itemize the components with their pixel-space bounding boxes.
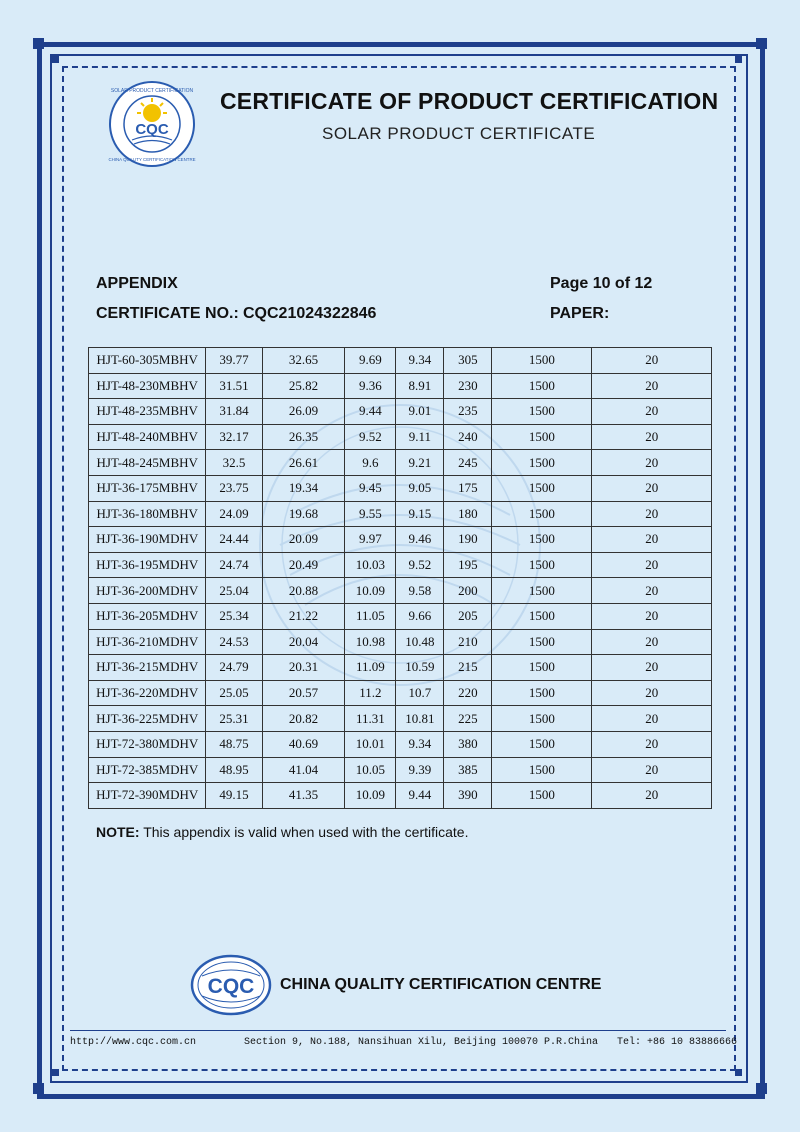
table-cell: 23.75 — [206, 475, 262, 501]
table-cell: 11.09 — [345, 655, 396, 681]
footer-address: Section 9, No.188, Nansihuan Xilu, Beijing 100070 P.R.China — [244, 1037, 599, 1048]
cqc-seal-logo — [108, 80, 196, 168]
table-row — [89, 348, 712, 374]
footer-organization: CHINA QUALITY CERTIFICATION CENTRE — [280, 976, 602, 993]
model-cell: HJT-36-220MDHV — [89, 680, 206, 706]
corner-ornament — [756, 1083, 767, 1094]
table-cell: 1500 — [492, 399, 592, 425]
table-cell: 1500 — [492, 348, 592, 374]
corner-ornament — [52, 56, 59, 63]
table-cell: 9.15 — [396, 501, 444, 527]
table-row — [89, 578, 712, 604]
footer-telephone: Tel: +86 10 83886666 — [617, 1037, 738, 1048]
corner-ornament — [735, 56, 742, 63]
table-cell: 24.09 — [206, 501, 262, 527]
table-cell: 20 — [592, 373, 712, 399]
table-cell: 1500 — [492, 527, 592, 553]
table-cell: 1500 — [492, 578, 592, 604]
table-cell: 41.35 — [262, 783, 345, 809]
certificate-number: CQC21024322846 — [243, 305, 377, 322]
table-cell: 9.44 — [396, 783, 444, 809]
certificate-subtitle: SOLAR PRODUCT CERTIFICATE — [322, 124, 596, 143]
table-cell: 1500 — [492, 680, 592, 706]
table-cell: 10.01 — [345, 731, 396, 757]
table-cell: 24.74 — [206, 552, 262, 578]
corner-ornament — [756, 38, 767, 49]
table-cell: 20 — [592, 527, 712, 553]
model-cell: HJT-36-175MBHV — [89, 475, 206, 501]
table-cell: 48.95 — [206, 757, 262, 783]
table-cell: 31.51 — [206, 373, 262, 399]
table-cell: 9.34 — [396, 731, 444, 757]
table-cell: 26.09 — [262, 399, 345, 425]
svg-text:SOLAR PRODUCT CERTIFICATION: SOLAR PRODUCT CERTIFICATION — [110, 88, 194, 94]
model-cell: HJT-72-390MDHV — [89, 783, 206, 809]
table-cell: 39.77 — [206, 348, 262, 374]
table-cell: 20.49 — [262, 552, 345, 578]
table-cell: 20 — [592, 450, 712, 476]
table-cell: 24.79 — [206, 655, 262, 681]
table-cell: 1500 — [492, 603, 592, 629]
table-cell: 1500 — [492, 552, 592, 578]
table-cell: 20 — [592, 655, 712, 681]
table-cell: 9.6 — [345, 450, 396, 476]
model-cell: HJT-36-210MDHV — [89, 629, 206, 655]
table-cell: 10.05 — [345, 757, 396, 783]
table-cell: 1500 — [492, 629, 592, 655]
table-cell: 25.34 — [206, 603, 262, 629]
svg-text:CQC: CQC — [135, 121, 169, 138]
table-cell: 10.81 — [396, 706, 444, 732]
table-row — [89, 783, 712, 809]
table-cell: 41.04 — [262, 757, 345, 783]
table-cell: 9.46 — [396, 527, 444, 553]
table-cell: 1500 — [492, 424, 592, 450]
svg-text:CHINA QUALITY CERTIFICATION CE: CHINA QUALITY CERTIFICATION CENTRE — [108, 157, 196, 162]
table-cell: 9.69 — [345, 348, 396, 374]
table-cell: 1500 — [492, 757, 592, 783]
table-cell: 9.44 — [345, 399, 396, 425]
table-cell: 20 — [592, 578, 712, 604]
appendix-table — [88, 347, 712, 809]
table-cell: 245 — [444, 450, 492, 476]
certificate-title: CERTIFICATE OF PRODUCT CERTIFICATION — [220, 88, 719, 114]
table-row — [89, 527, 712, 553]
table-cell: 175 — [444, 475, 492, 501]
table-cell: 220 — [444, 680, 492, 706]
corner-ornament — [33, 38, 44, 49]
table-cell: 26.61 — [262, 450, 345, 476]
corner-ornament — [52, 1069, 59, 1076]
table-cell: 9.21 — [396, 450, 444, 476]
table-cell: 9.34 — [396, 348, 444, 374]
table-cell: 48.75 — [206, 731, 262, 757]
table-row — [89, 731, 712, 757]
table-cell: 240 — [444, 424, 492, 450]
model-cell: HJT-60-305MBHV — [89, 348, 206, 374]
table-cell: 10.59 — [396, 655, 444, 681]
table-row — [89, 706, 712, 732]
table-cell: 20 — [592, 783, 712, 809]
table-cell: 180 — [444, 501, 492, 527]
model-cell: HJT-72-380MDHV — [89, 731, 206, 757]
table-row — [89, 373, 712, 399]
table-cell: 11.31 — [345, 706, 396, 732]
table-cell: 9.97 — [345, 527, 396, 553]
table-cell: 20 — [592, 706, 712, 732]
paper-label: PAPER: — [550, 305, 610, 322]
table-cell: 20.09 — [262, 527, 345, 553]
table-cell: 10.7 — [396, 680, 444, 706]
model-cell: HJT-36-215MDHV — [89, 655, 206, 681]
table-cell: 235 — [444, 399, 492, 425]
table-cell: 20 — [592, 757, 712, 783]
model-cell: HJT-36-200MDHV — [89, 578, 206, 604]
table-row — [89, 655, 712, 681]
table-cell: 20 — [592, 475, 712, 501]
table-cell: 9.39 — [396, 757, 444, 783]
model-cell: HJT-48-240MBHV — [89, 424, 206, 450]
table-cell: 20.57 — [262, 680, 345, 706]
table-cell: 20 — [592, 731, 712, 757]
table-row — [89, 424, 712, 450]
table-cell: 210 — [444, 629, 492, 655]
table-row — [89, 680, 712, 706]
table-cell: 32.17 — [206, 424, 262, 450]
table-cell: 9.52 — [345, 424, 396, 450]
table-row — [89, 552, 712, 578]
table-cell: 9.52 — [396, 552, 444, 578]
table-cell: 32.65 — [262, 348, 345, 374]
table-cell: 8.91 — [396, 373, 444, 399]
table-cell: 10.03 — [345, 552, 396, 578]
table-cell: 25.05 — [206, 680, 262, 706]
table-cell: 25.04 — [206, 578, 262, 604]
table-row — [89, 399, 712, 425]
table-cell: 215 — [444, 655, 492, 681]
corner-ornament — [33, 1083, 44, 1094]
table-row — [89, 629, 712, 655]
table-cell: 20 — [592, 629, 712, 655]
table-cell: 1500 — [492, 655, 592, 681]
table-cell: 195 — [444, 552, 492, 578]
note-label: NOTE: — [96, 824, 140, 840]
table-row — [89, 475, 712, 501]
table-cell: 20 — [592, 603, 712, 629]
table-cell: 10.98 — [345, 629, 396, 655]
table-cell: 24.53 — [206, 629, 262, 655]
table-row — [89, 450, 712, 476]
table-cell: 200 — [444, 578, 492, 604]
table-cell: 1500 — [492, 450, 592, 476]
table-cell: 20 — [592, 552, 712, 578]
appendix-note — [96, 824, 468, 840]
table-cell: 20.82 — [262, 706, 345, 732]
table-cell: 11.05 — [345, 603, 396, 629]
footer-website: http://www.cqc.com.cn — [70, 1037, 197, 1048]
model-cell: HJT-36-205MDHV — [89, 603, 206, 629]
table-cell: 385 — [444, 757, 492, 783]
table-cell: 26.35 — [262, 424, 345, 450]
table-cell: 25.82 — [262, 373, 345, 399]
table-cell: 10.09 — [345, 578, 396, 604]
table-cell: 32.5 — [206, 450, 262, 476]
table-cell: 190 — [444, 527, 492, 553]
table-cell: 205 — [444, 603, 492, 629]
certificate-number-label: CERTIFICATE NO.: — [96, 305, 239, 322]
svg-text:CQC: CQC — [207, 975, 255, 998]
model-cell: HJT-48-245MBHV — [89, 450, 206, 476]
page-number: Page 10 of 12 — [550, 275, 653, 292]
table-cell: 1500 — [492, 501, 592, 527]
table-cell: 49.15 — [206, 783, 262, 809]
table-cell: 9.45 — [345, 475, 396, 501]
table-cell: 9.01 — [396, 399, 444, 425]
table-cell: 380 — [444, 731, 492, 757]
model-cell: HJT-36-225MDHV — [89, 706, 206, 732]
table-cell: 10.09 — [345, 783, 396, 809]
footer-divider — [70, 1030, 726, 1031]
model-cell: HJT-72-385MDHV — [89, 757, 206, 783]
table-cell: 230 — [444, 373, 492, 399]
table-cell: 1500 — [492, 731, 592, 757]
model-cell: HJT-48-230MBHV — [89, 373, 206, 399]
table-cell: 305 — [444, 348, 492, 374]
table-cell: 20 — [592, 399, 712, 425]
table-cell: 1500 — [492, 475, 592, 501]
table-cell: 19.68 — [262, 501, 345, 527]
model-cell: HJT-36-195MDHV — [89, 552, 206, 578]
table-cell: 20.88 — [262, 578, 345, 604]
table-cell: 11.2 — [345, 680, 396, 706]
table-cell: 20.31 — [262, 655, 345, 681]
table-cell: 10.48 — [396, 629, 444, 655]
table-row — [89, 603, 712, 629]
table-cell: 19.34 — [262, 475, 345, 501]
table-cell: 24.44 — [206, 527, 262, 553]
table-cell: 9.55 — [345, 501, 396, 527]
cqc-footer-logo — [190, 954, 272, 1016]
table-cell: 9.36 — [345, 373, 396, 399]
table-cell: 25.31 — [206, 706, 262, 732]
corner-ornament — [735, 1069, 742, 1076]
model-cell: HJT-36-180MBHV — [89, 501, 206, 527]
table-cell: 20 — [592, 424, 712, 450]
table-cell: 20 — [592, 348, 712, 374]
table-cell: 1500 — [492, 783, 592, 809]
table-cell: 21.22 — [262, 603, 345, 629]
table-cell: 9.66 — [396, 603, 444, 629]
table-cell: 390 — [444, 783, 492, 809]
table-cell: 20 — [592, 680, 712, 706]
table-cell: 31.84 — [206, 399, 262, 425]
note-text: This appendix is valid when used with the certificate. — [139, 824, 469, 840]
table-cell: 40.69 — [262, 731, 345, 757]
model-cell: HJT-48-235MBHV — [89, 399, 206, 425]
table-cell: 9.58 — [396, 578, 444, 604]
model-cell: HJT-36-190MDHV — [89, 527, 206, 553]
table-cell: 20 — [592, 501, 712, 527]
table-cell: 9.11 — [396, 424, 444, 450]
table-cell: 20.04 — [262, 629, 345, 655]
table-cell: 1500 — [492, 373, 592, 399]
appendix-label: APPENDIX — [96, 275, 178, 292]
table-row — [89, 757, 712, 783]
table-row — [89, 501, 712, 527]
table-cell: 1500 — [492, 706, 592, 732]
table-cell: 9.05 — [396, 475, 444, 501]
table-cell: 225 — [444, 706, 492, 732]
